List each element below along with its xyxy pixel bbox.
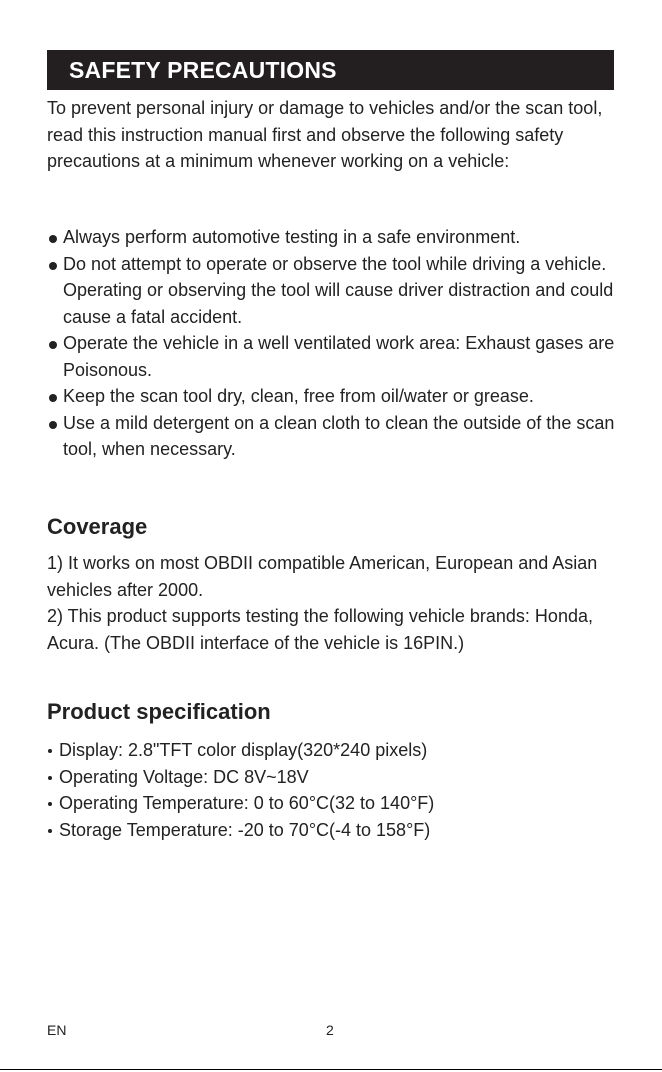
list-item: Operating Voltage: DC 8V~18V <box>47 764 617 791</box>
spec-list <box>47 737 617 843</box>
list-item: Operate the vehicle in a well ventilated work area: Exhaust gases are Poisonous. <box>47 330 617 383</box>
bullet-icon <box>49 421 57 429</box>
spec-heading: Product specification <box>47 699 271 724</box>
banner-title: SAFETY PRECAUTIONS <box>69 57 337 83</box>
list-item: Operating Temperature: 0 to 60°C(32 to 140°F) <box>47 790 617 817</box>
coverage-heading: Coverage <box>47 514 148 539</box>
bullet-icon <box>49 262 57 270</box>
bullet-icon <box>49 394 57 402</box>
bullet-icon <box>48 776 52 780</box>
coverage-line: 1) It works on most OBDII compatible American, European and Asian vehicles after 2000. <box>47 553 598 600</box>
bullet-icon <box>48 802 52 806</box>
bullet-icon <box>49 341 57 349</box>
bottom-divider <box>0 1069 662 1070</box>
coverage-line: 2) This product supports testing the following vehicle brands: Honda, Acura. (The OBDII interface of the vehicle is 16PIN.) <box>47 606 593 653</box>
list-item: Keep the scan tool dry, clean, free from oil/water or grease. <box>47 383 617 410</box>
list-item: Always perform automotive testing in a safe environment. <box>47 224 617 251</box>
bullet-icon <box>49 235 57 243</box>
list-item: Use a mild detergent on a clean cloth to clean the outside of the scan tool, when necessary. <box>47 410 617 463</box>
safety-list <box>47 224 617 463</box>
list-item: Display: 2.8"TFT color display(320*240 pixels) <box>47 737 617 764</box>
list-item: Storage Temperature: -20 to 70°C(-4 to 158°F) <box>47 817 617 844</box>
intro-paragraph: To prevent personal injury or damage to vehicles and/or the scan tool, read this instruction manual first and observe the following safety precautions at a minimum whenever working on a vehicle: <box>47 98 603 171</box>
section-banner <box>47 50 614 90</box>
footer-language: EN <box>47 1022 67 1038</box>
bullet-icon <box>48 749 52 753</box>
page-number: 2 <box>326 1022 334 1038</box>
list-item: Do not attempt to operate or observe the tool while driving a vehicle. Operating or observing the tool will cause driver distraction and could cause a fatal accident. <box>47 251 617 331</box>
bullet-icon <box>48 829 52 833</box>
coverage-body <box>47 550 617 656</box>
